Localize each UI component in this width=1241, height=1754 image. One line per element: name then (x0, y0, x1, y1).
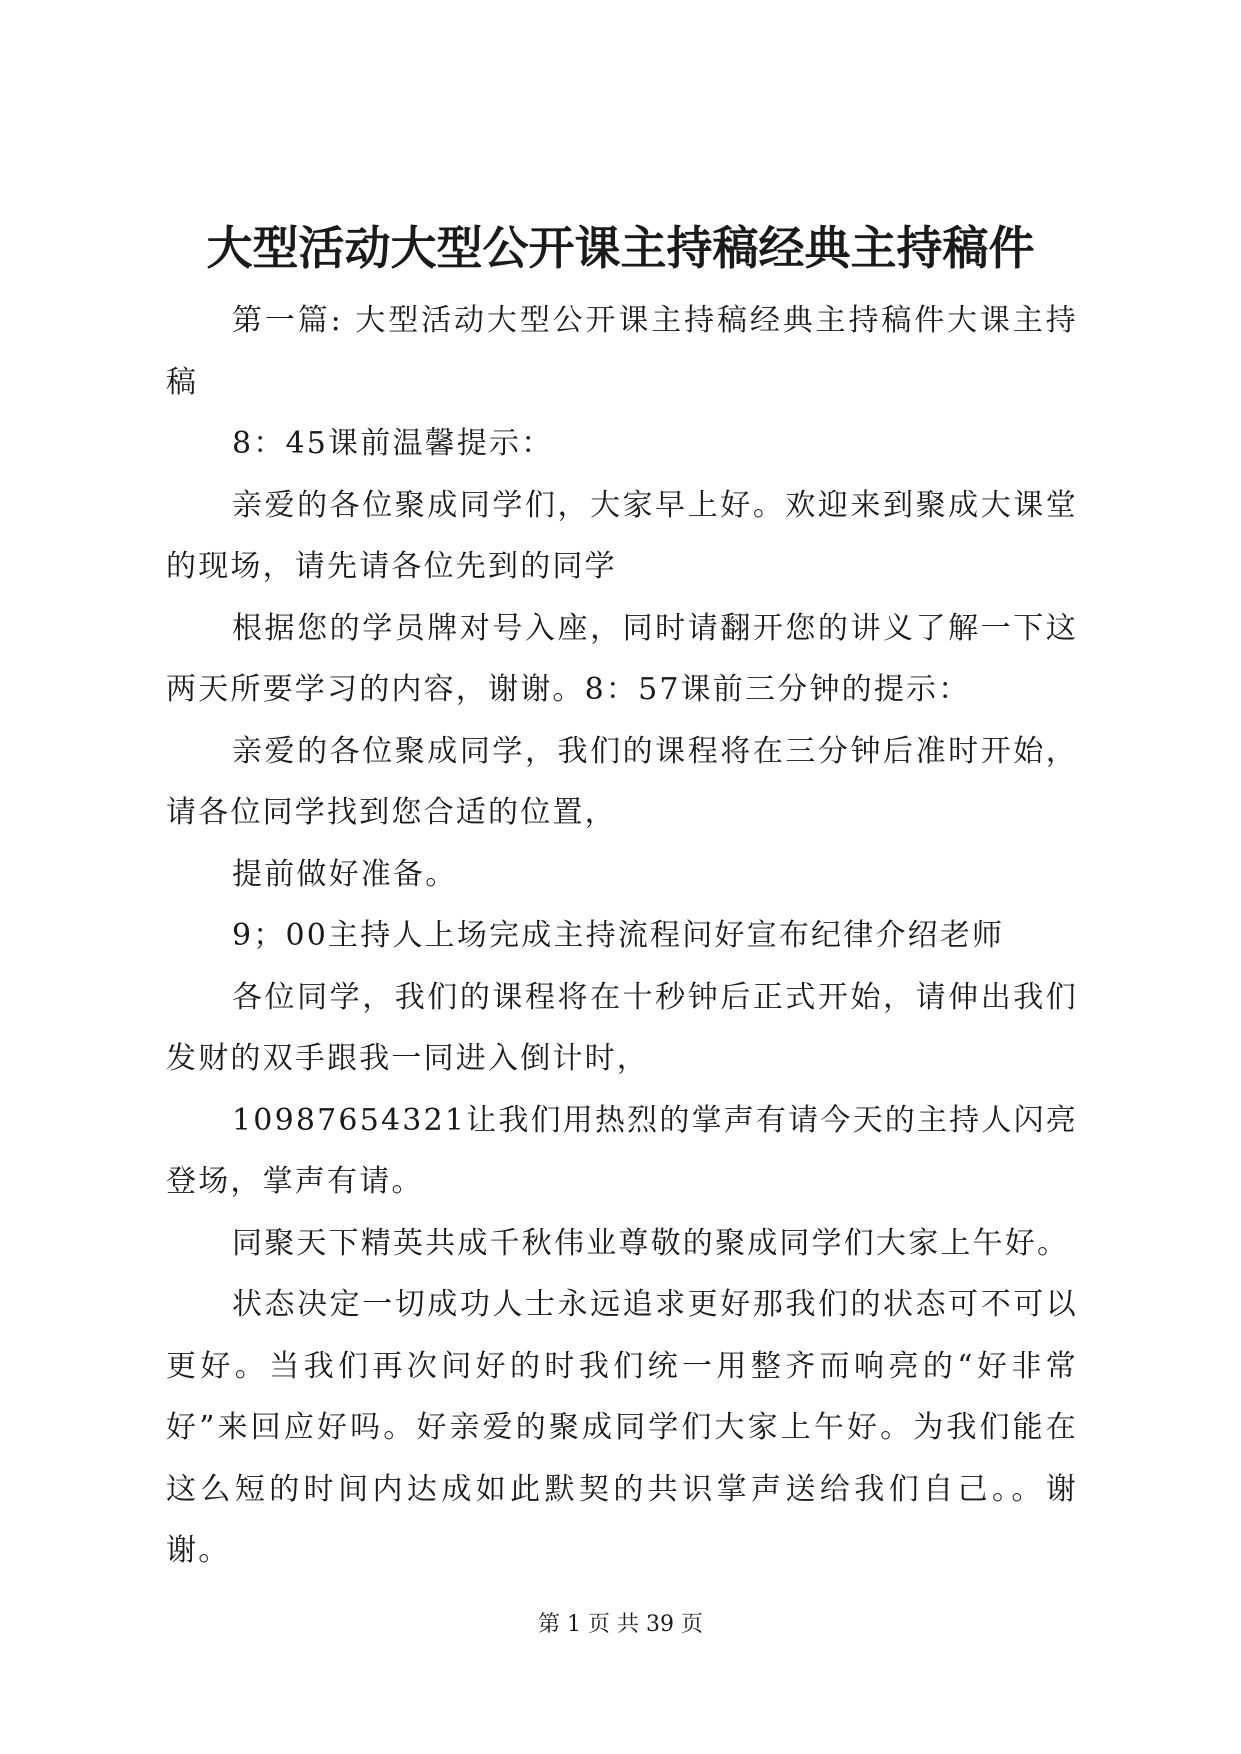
page-indicator: 第 1 页 共 39 页 (538, 1612, 703, 1637)
paragraph: 亲爱的各位聚成同学们，大家早上好。欢迎来到聚成大课堂的现场，请先请各位先到的同学 (166, 487, 1078, 584)
document-body (166, 290, 1078, 1582)
paragraph: 第一篇: 大型活动大型公开课主持稿经典主持稿件大课主持稿 (166, 303, 1078, 400)
paragraph: 8：45课前温馨提示： (232, 426, 554, 461)
paragraph: 根据您的学员牌对号入座，同时请翻开您的讲义了解一下这两天所要学习的内容，谢谢。8：57课前三分钟的提示： (166, 610, 1078, 707)
paragraph: 10987654321让我们用热烈的掌声有请今天的主持人闪亮登场，掌声有请。 (166, 1102, 1078, 1199)
paragraph: 状态决定一切成功人士永远追求更好那我们的状态可不可以更好。当我们再次问好的时我们统一用整齐而响亮的“好非常好”来回应好吗。好亲爱的聚成同学们大家上午好。为我们能在这么短的时间内达成如此默契的共识掌声送给我们自己。。谢谢。 (166, 1287, 1078, 1568)
paragraph: 提前做好准备。 (232, 856, 458, 892)
paragraph: 各位同学，我们的课程将在十秒钟后正式开始，请伸出我们发财的双手跟我一同进入倒计时， (166, 979, 1078, 1076)
document-title: 大型活动大型公开课主持稿经典主持稿件 (206, 221, 1035, 275)
paragraph: 9；00主持人上场完成主持流程问好宣布纪律介绍老师 (232, 918, 1005, 953)
paragraph: 同聚天下精英共成千秋伟业尊敬的聚成同学们大家上午好。 (232, 1225, 1070, 1261)
paragraph: 亲爱的各位聚成同学，我们的课程将在三分钟后准时开始，请各位同学找到您合适的位置， (166, 733, 1078, 830)
